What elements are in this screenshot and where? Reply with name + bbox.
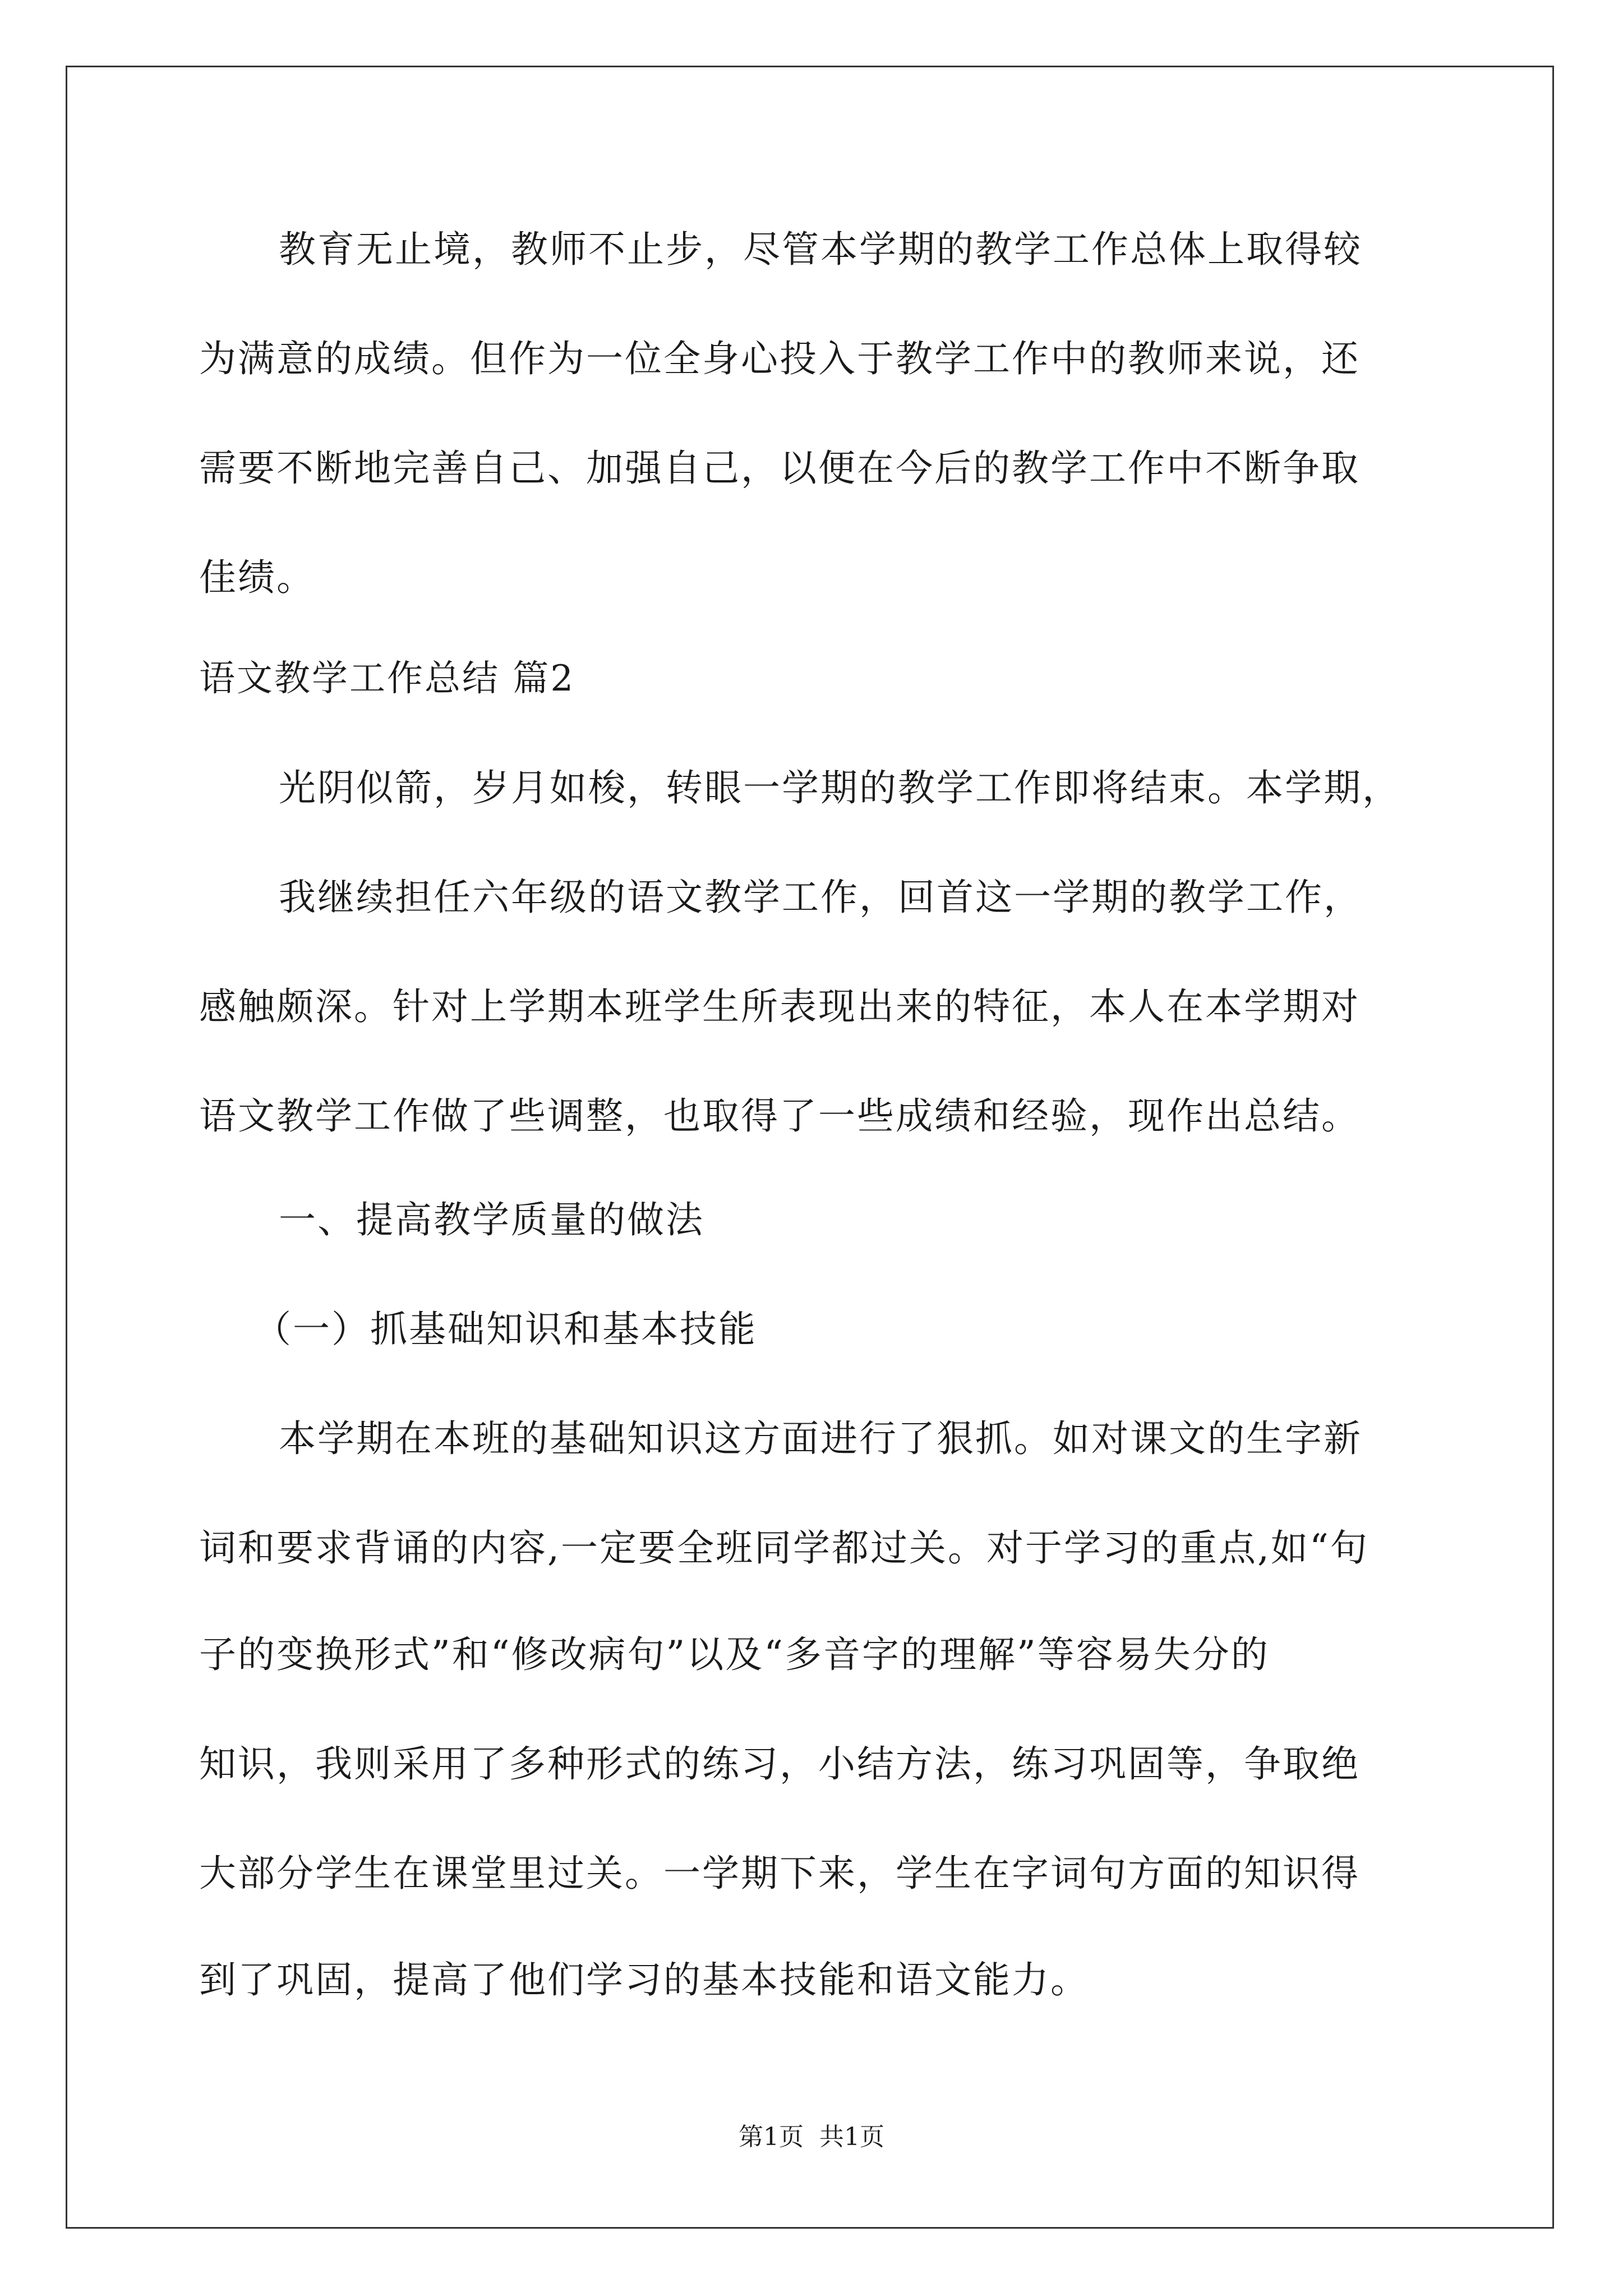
paragraph-line: 需要不断地完善自己、加强自己，以便在今后的教学工作中不断争取 <box>199 447 1360 490</box>
paragraph-line: 光阴似箭，岁月如梭，转眼一学期的教学工作即将结束。本学期， <box>279 766 1401 809</box>
paragraph-line: 为满意的成绩。但作为一位全身心投入于教学工作中的教师来说，还 <box>199 337 1360 380</box>
paragraph-line: 感触颇深。针对上学期本班学生所表现出来的特征，本人在本学期对 <box>199 985 1360 1028</box>
paragraph-line: 佳绩。 <box>199 556 315 599</box>
paragraph-line: 语文教学工作做了些调整，也取得了一些成绩和经验，现作出总结。 <box>199 1094 1360 1138</box>
page-number: 第1页 <box>739 2123 804 2151</box>
subheading: （一）抓基础知识和基本技能 <box>254 1308 757 1351</box>
paragraph-line: 教育无止境，教师不止步，尽管本学期的教学工作总体上取得较 <box>279 228 1362 271</box>
paragraph-line: 知识，我则采用了多种形式的练习，小结方法，练习巩固等，争取绝 <box>199 1742 1360 1786</box>
paragraph-line: 本学期在本班的基础知识这方面进行了狠抓。如对课文的生字新 <box>279 1417 1362 1460</box>
paragraph-line: 我继续担任六年级的语文教学工作，回首这一学期的教学工作， <box>279 876 1362 919</box>
paragraph-line: 到了巩固，提高了他们学习的基本技能和语文能力。 <box>199 1958 1089 2001</box>
paragraph-line: 大部分学生在课堂里过关。一学期下来，学生在字词句方面的知识得 <box>199 1852 1360 1895</box>
section-heading: 语文教学工作总结 篇2 <box>199 658 575 700</box>
paragraph-line: 子的变换形式”和“修改病句”以及“多音字的理解”等容易失分的 <box>199 1633 1270 1676</box>
page-border <box>66 66 1554 2229</box>
paragraph-line: 词和要求背诵的内容,一定要全班同学都过关。对于学习的重点,如“句 <box>199 1526 1369 1570</box>
page-total: 共1页 <box>819 2123 884 2151</box>
page-footer <box>0 2122 1623 2153</box>
subheading: 一、提高教学质量的做法 <box>279 1198 704 1241</box>
